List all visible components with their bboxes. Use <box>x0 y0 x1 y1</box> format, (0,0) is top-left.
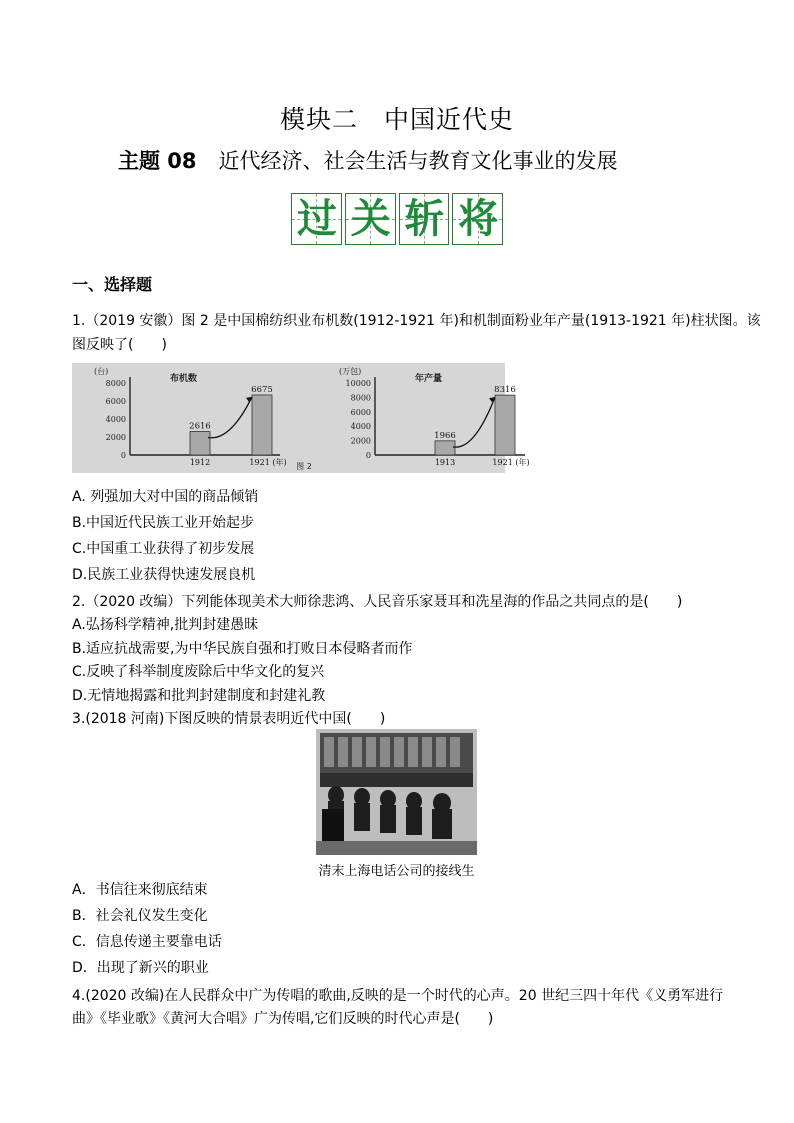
q3-option-d: D．出现了新兴的职业 <box>72 960 209 976</box>
q2-option-b: B.适应抗战需要,为中华民族自强和打败日本侵略者而作 <box>72 641 413 657</box>
q1-option-d: D.民族工业获得快速发展良机 <box>72 567 256 583</box>
q2-option-c: C.反映了科举制度废除后中华文化的复兴 <box>72 664 325 680</box>
x-tick-label: 1912 <box>189 458 211 467</box>
x-tick-label: 1913 <box>434 458 456 467</box>
growth-arrow <box>208 397 252 438</box>
bar-value-label: 1966 <box>434 430 456 441</box>
y-tick-label: 8000 <box>350 393 371 403</box>
y-tick-label: 0 <box>365 451 371 460</box>
telephone-operators-photo <box>316 729 477 855</box>
topic-title <box>118 145 617 175</box>
q4-stem-line2: 曲》《毕业歌》《黄河大合唱》广为传唱,它们反映的时代心声是( ) <box>72 1011 494 1027</box>
bar <box>252 395 272 455</box>
chart-title: 布机数 <box>170 374 198 384</box>
banner-cell <box>345 193 396 245</box>
growth-arrow <box>453 397 495 447</box>
q3-option-b: B．社会礼仪发生变化 <box>72 908 208 924</box>
y-tick-label: 4000 <box>350 422 371 432</box>
y-tick-label: 6000 <box>105 397 126 406</box>
banner-cell <box>452 193 503 245</box>
q1-stem-line2: 图反映了( ) <box>72 337 167 353</box>
y-tick-label: 4000 <box>105 415 126 424</box>
y-tick-label: 0 <box>120 451 126 460</box>
banner-char: 过 <box>297 195 337 242</box>
y-unit-label: (万包) <box>339 367 362 376</box>
y-tick-label: 2000 <box>105 433 126 442</box>
bar-charts-svg <box>72 363 530 473</box>
chart-title: 年产量 <box>415 374 443 384</box>
bar <box>435 441 455 455</box>
q4-stem-line1: 4.(2020 改编)在人民群众中广为传唱的歌曲,反映的是一个时代的心声。20 世纪三四十年代《义勇军进行 <box>72 988 724 1004</box>
banner-char: 斩 <box>404 195 445 242</box>
q1-option-a: A. 列强加大对中国的商品倾销 <box>72 489 259 505</box>
q2-stem: 2.（2020 改编）下列能体现美术大师徐悲鸿、人民音乐家聂耳和冼星海的作品之共同点的是( ) <box>72 594 683 610</box>
y-tick-label: 6000 <box>350 407 371 417</box>
banner-char: 将 <box>458 195 499 242</box>
y-tick-label: 8000 <box>105 379 126 388</box>
q1-stem-line1: 1.（2019 安徽）图 2 是中国棉纺织业布机数(1912-1921 年)和机制面粉业年产量(1913-1921 年)柱状图。该 <box>72 313 761 329</box>
q1-option-b: B.中国近代民族工业开始起步 <box>72 515 255 531</box>
topic-label: 主题 08 <box>118 149 197 173</box>
banner-cell <box>399 193 450 245</box>
photo-caption: 清末上海电话公司的接线生 <box>318 864 475 879</box>
bar <box>190 431 210 455</box>
q3-option-a: A．书信往来彻底结束 <box>72 882 208 898</box>
figure-label: 图 2 <box>296 462 312 471</box>
banner-char: 关 <box>350 195 391 242</box>
q2-option-a: A.弘扬科学精神,批判封建愚昧 <box>72 617 259 633</box>
bar-value-label: 8316 <box>494 385 516 396</box>
y-tick-label: 10000 <box>345 379 371 388</box>
q1-option-c: C.中国重工业获得了初步发展 <box>72 541 255 557</box>
module-title: 模块二 中国近代史 <box>279 105 514 134</box>
bar-value-label: 6675 <box>251 384 273 395</box>
x-tick-label: 1921 (年) <box>492 458 530 467</box>
section-heading: 一、选择题 <box>72 275 153 294</box>
topic-text: 近代经济、社会生活与教育文化事业的发展 <box>218 149 618 173</box>
y-unit-label: (台) <box>94 367 109 376</box>
banner-logo <box>291 193 503 245</box>
bar-chart-figure <box>72 363 530 473</box>
x-tick-label: 1921 (年) <box>249 458 287 467</box>
q2-option-d: D.无情地揭露和批判封建制度和封建礼教 <box>72 688 326 704</box>
y-tick-label: 2000 <box>350 436 371 446</box>
bar-value-label: 2616 <box>189 421 211 432</box>
banner-cell <box>291 193 342 245</box>
q3-stem: 3.(2018 河南)下图反映的情景表明近代中国( ) <box>72 711 386 727</box>
q3-option-c: C．信息传递主要靠电话 <box>72 934 222 950</box>
bar <box>495 395 515 455</box>
